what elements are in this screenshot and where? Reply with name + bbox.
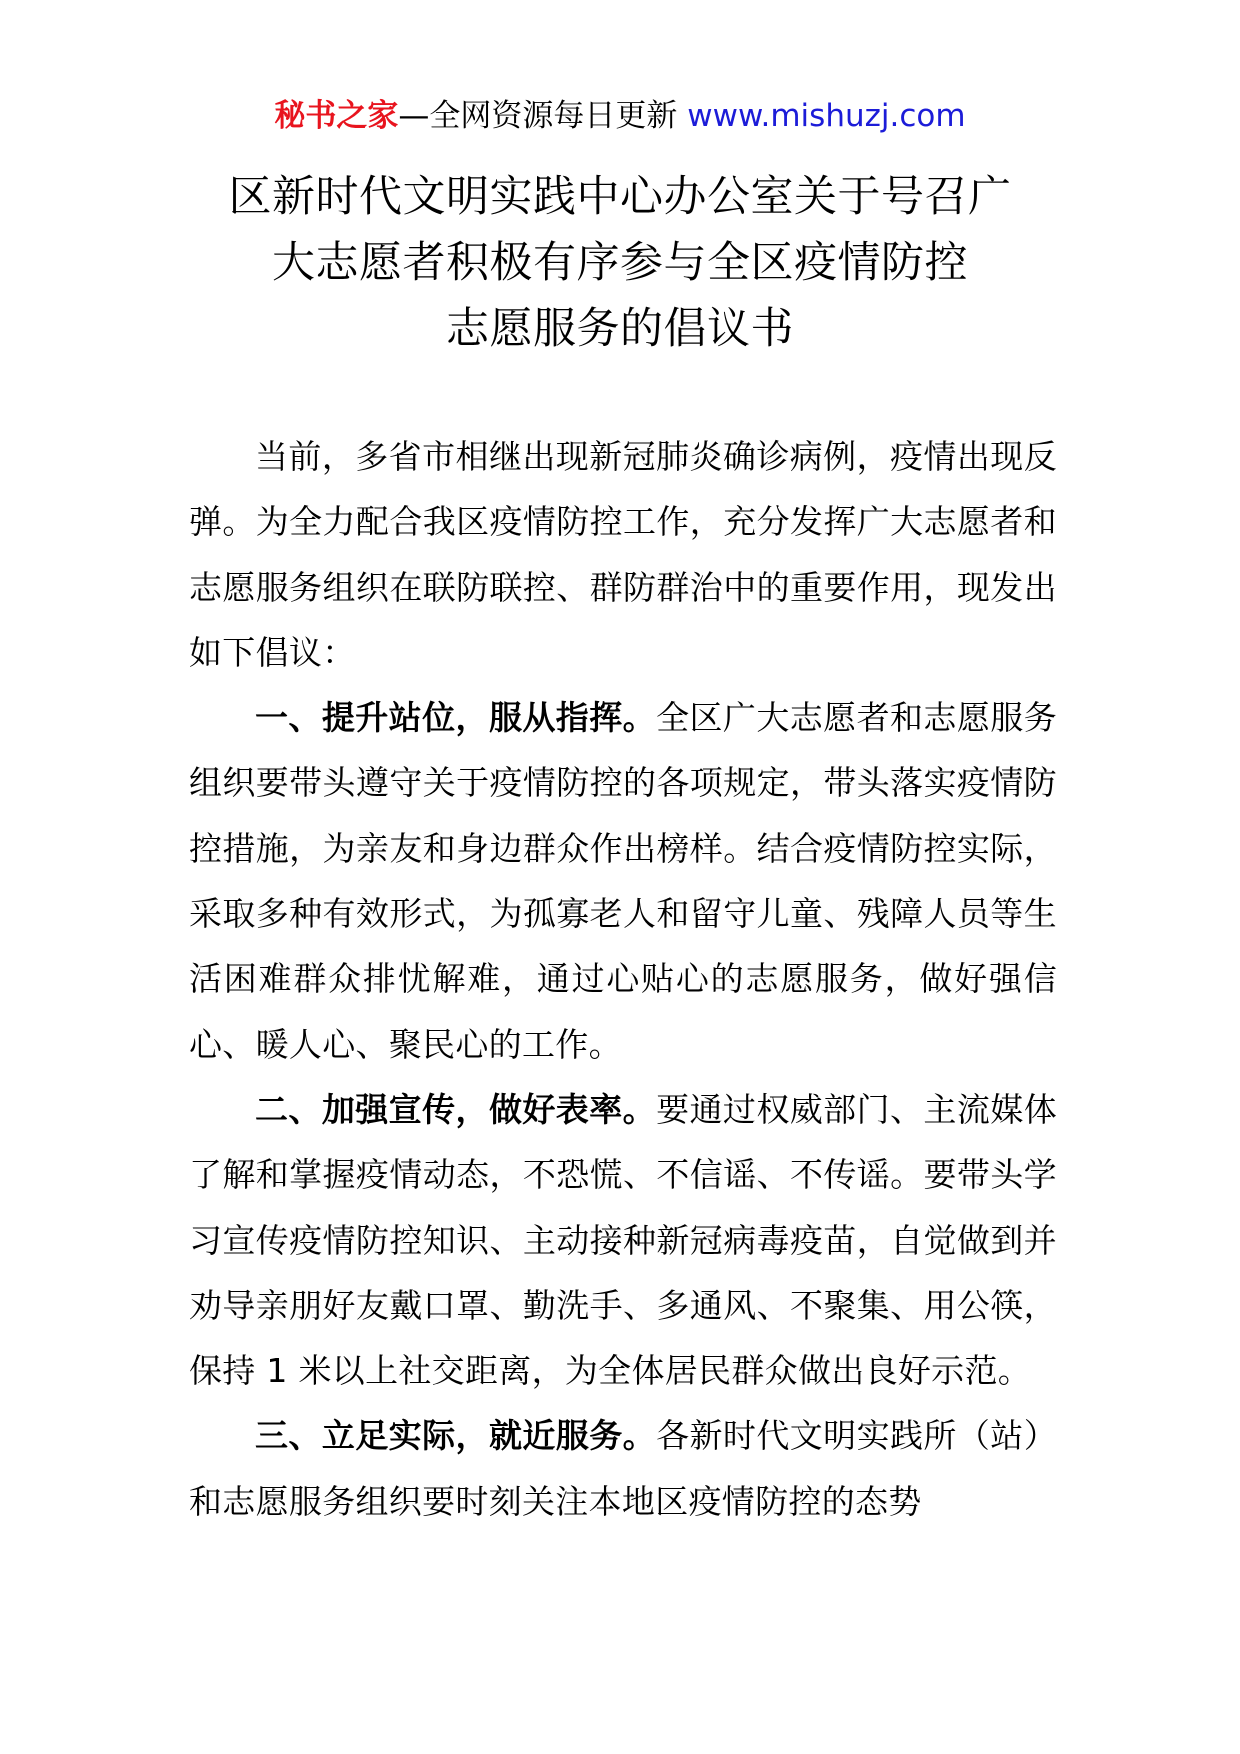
paragraph-point-1: [189, 685, 1057, 1077]
point-2-text: 要通过权威部门、主流媒体了解和掌握疫情动态，不恐慌、不信谣、不传谣。要带头学习宣传疫情防控知识、主动接种新冠病毒疫苗，自觉做到并劝导亲朋好友戴口罩、勤洗手、多通风、不聚集、用公筷，保持 1 米以上社交距离，为全体居民群众做出良好示范。: [189, 1089, 1057, 1391]
paragraph-point-2: [189, 1077, 1057, 1403]
document-body: [189, 424, 1057, 1534]
document-title: [0, 164, 1240, 362]
paragraph-point-3: [189, 1403, 1057, 1534]
brand-name: 秘书之家: [274, 98, 399, 134]
site-url-link[interactable]: www.mishuzj.com: [687, 98, 966, 134]
point-1-heading: 一、提升站位，服从指挥。: [255, 698, 657, 738]
intro-paragraph: 当前，多省市相继出现新冠肺炎确诊病例，疫情出现反弹。为全力配合我区疫情防控工作，充分发挥广大志愿者和志愿服务组织在联防联控、群防群治中的重要作用，现发出如下倡议：: [189, 437, 1057, 672]
point-3-heading: 三、立足实际，就近服务。: [255, 1416, 657, 1456]
point-3-text: 各新时代文明实践所（站）和志愿服务组织要时刻关注本地区疫情防控的态势: [189, 1416, 1057, 1521]
banner-slogan: —全网资源每日更新: [398, 98, 678, 134]
point-2-heading: 二、加强宣传，做好表率。: [255, 1089, 657, 1129]
point-1-text: 全区广大志愿者和志愿服务组织要带头遵守关于疫情防控的各项规定，带头落实疫情防控措施，为亲友和身边群众作出榜样。结合疫情防控实际，采取多种有效形式，为孤寡老人和留守儿童、残障人员等生活困难群众排忧解难，通过心贴心的志愿服务，做好强信心、暖人心、聚民心的工作。: [189, 698, 1057, 1064]
title-line-3: 志愿服务的倡议书: [446, 304, 794, 354]
title-line-1: 区新时代文明实践中心办公室关于号召广: [228, 172, 1012, 222]
site-banner: [0, 94, 1240, 138]
title-line-2: 大志愿者积极有序参与全区疫情防控: [272, 238, 968, 288]
